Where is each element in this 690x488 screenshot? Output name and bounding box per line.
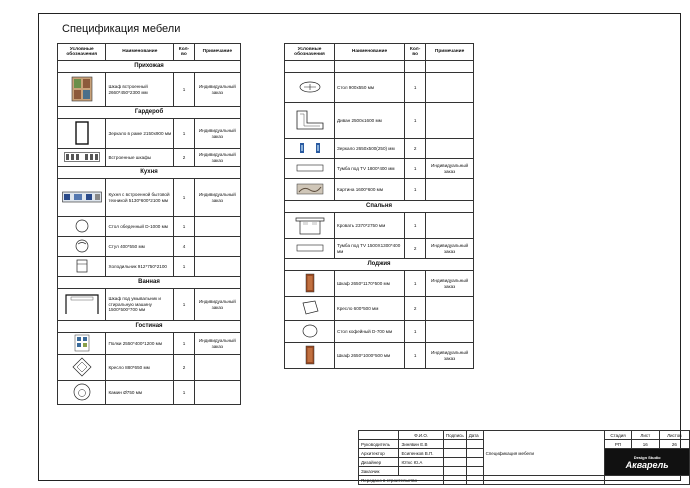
item-note: Индивидуальный заказ (194, 289, 240, 321)
item-name: Встроенные шкафы (106, 149, 174, 167)
item-name: Зеркало в раме 2150х900 мм (106, 119, 174, 149)
wardrobe-icon (71, 76, 93, 103)
bed-icon (295, 215, 325, 236)
stamp-person: Зинявин Е.В (399, 440, 443, 449)
symbol-cell (58, 289, 106, 321)
item-name: Стул 400*550 мм (106, 237, 174, 257)
item-qty: 1 (174, 381, 194, 405)
right-spec-table (284, 43, 474, 369)
item-name: Кухня с встроенной бытовой техникой 5130*600*2100 мм (106, 179, 174, 217)
table-row (58, 179, 241, 217)
stamp-person: Есипенков В.П. (399, 449, 443, 458)
table-row (285, 343, 474, 369)
table-row (285, 271, 474, 297)
painting-icon (296, 183, 324, 196)
item-qty: 1 (405, 73, 426, 103)
header-symbol: Условные обозначения (58, 44, 106, 61)
header-note: Примечание (426, 44, 474, 61)
item-qty: 1 (174, 179, 194, 217)
stamp-person (399, 467, 443, 476)
table-row (285, 139, 474, 159)
item-qty: 1 (174, 217, 194, 237)
item-name: Диван 2500х1600 мм (335, 103, 405, 139)
item-note: Индивидуальный заказ (194, 333, 240, 355)
item-qty: 1 (174, 289, 194, 321)
table-icon (299, 81, 321, 94)
header-name: Наименование (335, 44, 405, 61)
item-note (426, 321, 474, 343)
table-row (285, 103, 474, 139)
item-note: Индивидуальный заказ (426, 343, 474, 369)
item-qty: 1 (174, 333, 194, 355)
section-heading: Гостиная (58, 321, 241, 333)
symbol-cell (285, 139, 335, 159)
symbol-cell (285, 61, 335, 73)
item-note (426, 139, 474, 159)
table-row (285, 297, 474, 321)
item-name: Полки 2550*400*1200 мм (106, 333, 174, 355)
symbol-cell (285, 297, 335, 321)
symbol-cell (285, 321, 335, 343)
item-name: Зеркало 2650х500(250) мм (335, 139, 405, 159)
studio-logo (605, 449, 690, 476)
coffee-table-icon (302, 324, 318, 339)
item-qty: 1 (405, 179, 426, 201)
tv-stand-icon (296, 244, 324, 253)
table-row (285, 179, 474, 201)
table-row (285, 321, 474, 343)
stamp-sheet: 16 (631, 440, 659, 449)
item-note (194, 355, 240, 381)
item-name: Кресло 600*500 мм (335, 297, 405, 321)
symbol-cell (285, 179, 335, 201)
item-qty: 4 (174, 237, 194, 257)
item-qty (405, 61, 426, 73)
item-note (194, 217, 240, 237)
table-row (58, 237, 241, 257)
item-name (335, 61, 405, 73)
item-name: Стол кофейный D-700 мм (335, 321, 405, 343)
table-row (58, 289, 241, 321)
armchair-icon (72, 357, 92, 378)
stamp-date-header: Дата (466, 431, 483, 440)
item-note (194, 381, 240, 405)
stamp-stage: РП (605, 440, 632, 449)
symbol-cell (58, 355, 106, 381)
left-spec-table (57, 43, 241, 405)
logo-title: Акварель (625, 459, 669, 470)
item-qty: 1 (174, 73, 194, 107)
table-row (285, 213, 474, 239)
table-row (285, 159, 474, 179)
shelves-icon (74, 334, 90, 353)
item-note: Индивидуальный заказ (426, 271, 474, 297)
item-qty: 1 (174, 119, 194, 149)
item-note: Индивидуальный заказ (194, 73, 240, 107)
symbol-cell (58, 179, 106, 217)
symbol-cell (58, 217, 106, 237)
mirror-frame-icon (75, 121, 89, 146)
header-qty: Кол-во (174, 44, 194, 61)
section-heading: Прихожая (58, 61, 241, 73)
symbol-cell (285, 239, 335, 259)
section-heading: Спальня (285, 201, 474, 213)
symbol-cell (58, 257, 106, 277)
item-qty: 1 (405, 343, 426, 369)
item-note (426, 73, 474, 103)
stamp-fio-header: Ф.И.О. (399, 431, 443, 440)
symbol-cell (285, 73, 335, 103)
item-name: Шкаф встроенный 2660*450*2300 мм (106, 73, 174, 107)
lounge-chair-icon (300, 299, 320, 318)
cabinet-icon (305, 345, 315, 366)
stamp-sign-header: Подпись (443, 431, 466, 440)
section-heading: Лоджия (285, 259, 474, 271)
item-note (426, 297, 474, 321)
item-name: Картина 1600*600 мм (335, 179, 405, 201)
item-note (426, 179, 474, 201)
table-row (58, 119, 241, 149)
item-qty: 2 (174, 355, 194, 381)
table-row (285, 61, 474, 73)
item-note (426, 103, 474, 139)
logo-subtitle: Design Studio (633, 454, 661, 460)
table-row (58, 217, 241, 237)
item-note: Индивидуальный заказ (194, 179, 240, 217)
symbol-cell (58, 381, 106, 405)
item-name: Холодильник 912*750*2100 (106, 257, 174, 277)
item-qty: 2 (405, 297, 426, 321)
table-row (58, 381, 241, 405)
header-qty: Кол-во (405, 44, 426, 61)
item-name: Кровать 2370*2750 мм (335, 213, 405, 239)
item-qty: 1 (405, 213, 426, 239)
table-row (58, 73, 241, 107)
item-note: Индивидуальный заказ (194, 149, 240, 167)
item-note (194, 257, 240, 277)
built-in-cabinets-icon (64, 152, 100, 163)
cabinet-icon (305, 273, 315, 294)
item-qty: 2 (174, 149, 194, 167)
stamp-person: Юткс Ю.А (399, 458, 443, 467)
section-heading: Кухня (58, 167, 241, 179)
symbol-cell (58, 333, 106, 355)
item-qty: 1 (174, 257, 194, 277)
item-qty: 1 (405, 321, 426, 343)
item-qty: 2 (405, 239, 426, 259)
stamp-doc-title: Спецификация мебели (483, 431, 605, 476)
symbol-cell (285, 213, 335, 239)
stamp-role: Архитектор (359, 449, 399, 458)
header-name: Наименование (106, 44, 174, 61)
item-note (426, 61, 474, 73)
stamp-stage-label: Стадия (605, 431, 632, 440)
stamp-sheet-label: Лист (631, 431, 659, 440)
fireplace-icon (73, 383, 91, 402)
item-qty: 1 (405, 271, 426, 297)
item-note (194, 237, 240, 257)
item-note: Индивидуальный заказ (426, 239, 474, 259)
table-row (285, 73, 474, 103)
vanity-icon (65, 293, 99, 316)
item-name: Стол 900х550 мм (335, 73, 405, 103)
section-heading: Ванная (58, 277, 241, 289)
sofa-icon (295, 109, 325, 132)
table-row (58, 257, 241, 277)
chair-icon (75, 239, 89, 254)
header-symbol: Условные обозначения (285, 44, 335, 61)
symbol-cell (58, 237, 106, 257)
item-qty: 2 (405, 139, 426, 159)
stamp-role: Передано в строительство (359, 476, 444, 485)
item-qty: 1 (405, 103, 426, 139)
table-row (58, 355, 241, 381)
stamp-role: Дизайнер (359, 458, 399, 467)
item-name: Тумба под TV 1500Х1300*400 мм (335, 239, 405, 259)
kitchen-icon (62, 190, 102, 205)
item-note (426, 213, 474, 239)
table-row (285, 239, 474, 259)
item-name: Кресло 880*650 мм (106, 355, 174, 381)
stamp-role: Руководитель (359, 440, 399, 449)
item-qty: 1 (405, 159, 426, 179)
tv-stand-icon (296, 164, 324, 173)
table-row (58, 149, 241, 167)
header-note: Примечание (194, 44, 240, 61)
mirror-panels-icon (297, 142, 323, 155)
item-name: Тумба под TV 1800*400 мм (335, 159, 405, 179)
symbol-cell (285, 103, 335, 139)
item-note: Индивидуальный заказ (426, 159, 474, 179)
item-name: Камин Ø750 мм (106, 381, 174, 405)
stamp-role: Заказчик (359, 467, 399, 476)
fridge-icon (76, 259, 88, 274)
stamp-sheets: 26 (659, 440, 689, 449)
item-name: Шкаф 2650*1170*500 мм (335, 271, 405, 297)
item-name: Шкаф 2650*1000*500 мм (335, 343, 405, 369)
symbol-cell (58, 73, 106, 107)
page-title: Спецификация мебели (62, 23, 181, 35)
symbol-cell (285, 159, 335, 179)
round-table-icon (75, 219, 89, 234)
section-heading: Гардероб (58, 107, 241, 119)
symbol-cell (285, 343, 335, 369)
symbol-cell (58, 149, 106, 167)
symbol-cell (58, 119, 106, 149)
symbol-cell (285, 271, 335, 297)
table-row (58, 333, 241, 355)
item-name: Стол обеденный D-1000 мм (106, 217, 174, 237)
item-note: Индивидуальный заказ (194, 119, 240, 149)
title-block (358, 430, 690, 485)
item-name: Шкаф под умывальник и стиральную машину 1500*500*700 мм (106, 289, 174, 321)
stamp-sheets-label: Листов (659, 431, 689, 440)
